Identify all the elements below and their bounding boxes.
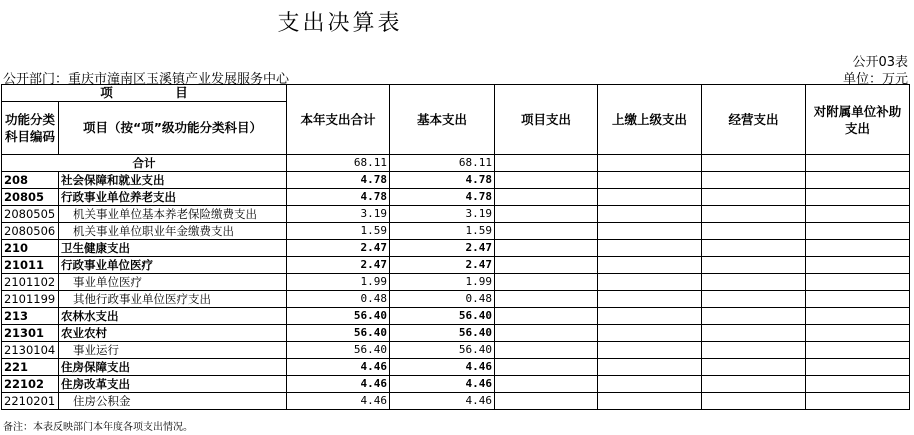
empty-cell <box>495 393 598 410</box>
table-row <box>2 393 910 410</box>
empty-cell <box>702 291 806 308</box>
empty-cell <box>702 206 806 223</box>
header-project: 项目支出 <box>495 85 598 155</box>
empty-cell <box>806 393 910 410</box>
row-basic: 4.46 <box>390 393 495 410</box>
header-item: 项 目 <box>2 85 287 102</box>
form-number: 公开03表 <box>852 55 908 70</box>
table-row <box>2 359 910 376</box>
total-label: 合计 <box>2 155 287 172</box>
table-row <box>2 274 910 291</box>
row-basic: 4.46 <box>390 376 495 393</box>
empty-cell <box>495 223 598 240</box>
empty-cell <box>806 376 910 393</box>
row-code: 21011 <box>2 257 59 274</box>
table-row <box>2 172 910 189</box>
table-row <box>2 308 910 325</box>
empty-cell <box>598 393 702 410</box>
row-basic: 0.48 <box>390 291 495 308</box>
row-basic: 2.47 <box>390 240 495 257</box>
empty-cell <box>598 342 702 359</box>
empty-cell <box>702 257 806 274</box>
row-total: 56.40 <box>287 325 390 342</box>
row-name: 机关事业单位职业年金缴费支出 <box>59 223 287 240</box>
empty-cell <box>598 189 702 206</box>
header-upper: 上缴上级支出 <box>598 85 702 155</box>
empty-cell <box>806 189 910 206</box>
empty-cell <box>598 359 702 376</box>
row-code: 20805 <box>2 189 59 206</box>
table-row <box>2 376 910 393</box>
row-code: 21301 <box>2 325 59 342</box>
row-name: 机关事业单位基本养老保险缴费支出 <box>59 206 287 223</box>
empty-cell <box>806 342 910 359</box>
empty-cell <box>806 325 910 342</box>
header-code: 功能分类科目编码 <box>2 102 59 155</box>
row-name: 住房改革支出 <box>59 376 287 393</box>
row-total: 4.46 <box>287 359 390 376</box>
empty-cell <box>495 189 598 206</box>
row-code: 210 <box>2 240 59 257</box>
empty-cell <box>598 308 702 325</box>
empty-cell <box>702 240 806 257</box>
empty-cell <box>495 376 598 393</box>
empty-cell <box>702 223 806 240</box>
empty-cell <box>806 240 910 257</box>
empty-cell <box>702 172 806 189</box>
empty-cell <box>495 308 598 325</box>
empty-cell <box>702 359 806 376</box>
row-name: 社会保障和就业支出 <box>59 172 287 189</box>
header-name: 项目（按“项”级功能分类科目） <box>59 102 287 155</box>
row-basic: 3.19 <box>390 206 495 223</box>
row-total: 2.47 <box>287 257 390 274</box>
footnote: 备注：本表反映部门本年度各项支出情况。 <box>3 422 193 433</box>
total-row <box>2 155 910 172</box>
row-name: 事业单位医疗 <box>59 274 287 291</box>
table-row <box>2 257 910 274</box>
empty-cell <box>598 274 702 291</box>
table-row <box>2 325 910 342</box>
empty-cell <box>495 325 598 342</box>
empty-cell <box>806 223 910 240</box>
empty-cell <box>495 257 598 274</box>
row-basic: 1.99 <box>390 274 495 291</box>
empty-cell <box>702 342 806 359</box>
empty-cell <box>702 376 806 393</box>
empty-cell <box>806 206 910 223</box>
empty-cell <box>806 291 910 308</box>
row-total: 1.59 <box>287 223 390 240</box>
empty-cell <box>702 325 806 342</box>
row-basic: 56.40 <box>390 342 495 359</box>
table-row <box>2 206 910 223</box>
row-basic: 2.47 <box>390 257 495 274</box>
table-row <box>2 342 910 359</box>
empty-cell <box>702 189 806 206</box>
row-code: 2080505 <box>2 206 59 223</box>
total-amount: 68.11 <box>287 155 390 172</box>
empty-cell <box>495 206 598 223</box>
department-label: 公开部门：重庆市潼南区玉溪镇产业发展服务中心 <box>3 72 290 87</box>
row-code: 2210201 <box>2 393 59 410</box>
row-total: 4.46 <box>287 376 390 393</box>
row-name: 住房保障支出 <box>59 359 287 376</box>
row-name: 农林水支出 <box>59 308 287 325</box>
empty-cell <box>598 223 702 240</box>
row-name: 行政事业单位养老支出 <box>59 189 287 206</box>
header-basic: 基本支出 <box>390 85 495 155</box>
empty-cell <box>495 274 598 291</box>
table-row <box>2 189 910 206</box>
row-total: 56.40 <box>287 342 390 359</box>
empty-cell <box>702 274 806 291</box>
empty-cell <box>598 172 702 189</box>
header-subsidy: 对附属单位补助支出 <box>806 85 910 155</box>
empty-cell <box>598 376 702 393</box>
empty-cell <box>806 257 910 274</box>
empty-cell <box>598 240 702 257</box>
empty-cell <box>806 172 910 189</box>
empty-cell <box>495 240 598 257</box>
row-code: 22102 <box>2 376 59 393</box>
empty-cell <box>598 257 702 274</box>
row-basic: 4.78 <box>390 172 495 189</box>
row-name: 行政事业单位医疗 <box>59 257 287 274</box>
row-basic: 56.40 <box>390 325 495 342</box>
total-basic: 68.11 <box>390 155 495 172</box>
row-basic: 56.40 <box>390 308 495 325</box>
row-code: 221 <box>2 359 59 376</box>
row-code: 2101199 <box>2 291 59 308</box>
row-total: 56.40 <box>287 308 390 325</box>
empty-cell <box>495 342 598 359</box>
header-total: 本年支出合计 <box>287 85 390 155</box>
row-code: 213 <box>2 308 59 325</box>
unit-label: 单位：万元 <box>842 72 908 87</box>
row-code: 2080506 <box>2 223 59 240</box>
row-code: 2101102 <box>2 274 59 291</box>
empty-cell <box>806 359 910 376</box>
row-name: 卫生健康支出 <box>59 240 287 257</box>
row-name: 住房公积金 <box>59 393 287 410</box>
row-total: 3.19 <box>287 206 390 223</box>
header-business: 经营支出 <box>702 85 806 155</box>
empty-cell <box>806 274 910 291</box>
row-total: 4.78 <box>287 189 390 206</box>
row-code: 208 <box>2 172 59 189</box>
empty-cell <box>495 359 598 376</box>
row-total: 4.46 <box>287 393 390 410</box>
expenditure-table <box>1 84 910 410</box>
row-basic: 1.59 <box>390 223 495 240</box>
table-row <box>2 291 910 308</box>
table-row <box>2 240 910 257</box>
row-total: 1.99 <box>287 274 390 291</box>
empty-cell <box>702 308 806 325</box>
row-code: 2130104 <box>2 342 59 359</box>
row-name: 事业运行 <box>59 342 287 359</box>
row-basic: 4.46 <box>390 359 495 376</box>
empty-cell <box>806 308 910 325</box>
row-total: 0.48 <box>287 291 390 308</box>
empty-cell <box>598 206 702 223</box>
empty-cell <box>495 172 598 189</box>
empty-cell <box>598 291 702 308</box>
row-basic: 4.78 <box>390 189 495 206</box>
empty-cell <box>598 325 702 342</box>
row-total: 4.78 <box>287 172 390 189</box>
row-total: 2.47 <box>287 240 390 257</box>
page-title: 支出决算表 <box>277 11 403 36</box>
empty-cell <box>702 393 806 410</box>
table-row <box>2 223 910 240</box>
empty-cell <box>495 291 598 308</box>
row-name: 农业农村 <box>59 325 287 342</box>
row-name: 其他行政事业单位医疗支出 <box>59 291 287 308</box>
